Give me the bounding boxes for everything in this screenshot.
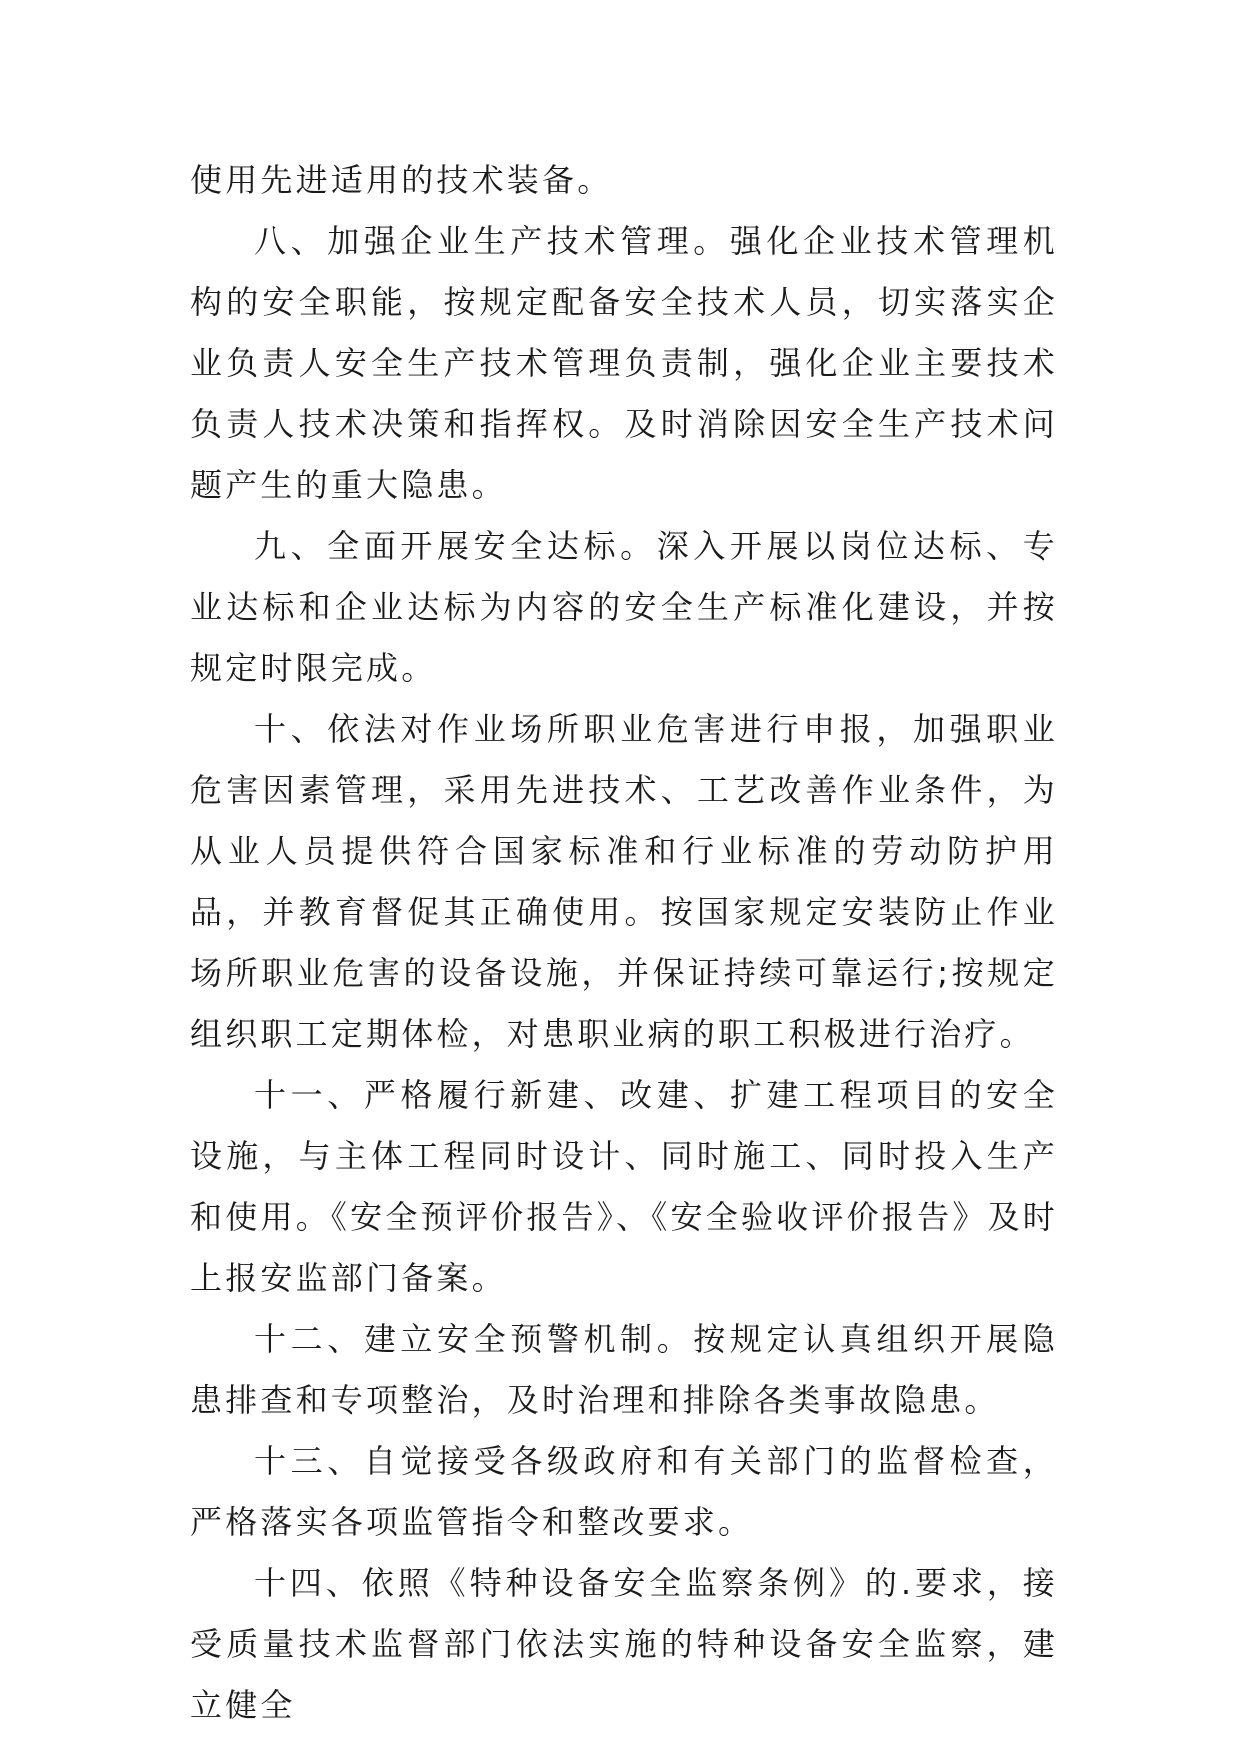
paragraph-item-10: 十、依法对作业场所职业危害进行申报，加强职业危害因素管理，采用先进技术、工艺改善作业条件，为从业人员提供符合国家标准和行业标准的劳动防护用品，并教育督促其正确使用。按国家规定安装防止作业场所职业危害的设备设施，并保证持续可靠运行;按规定组织职工定期体检，对患职业病的职工积极进行治疗。	[190, 710, 1058, 1053]
paragraph-continuation: 使用先进适用的技术装备。	[190, 161, 613, 199]
paragraph-item-14: 十四、依照《特种设备安全监察条例》的.要求，接受质量技术监督部门依法实施的特种设备安全监察，建立健全	[190, 1564, 1058, 1724]
paragraph-item-8: 八、加强企业生产技术管理。强化企业技术管理机构的安全职能，按规定配备安全技术人员，切实落实企业负责人安全生产技术管理负责制，强化企业主要技术负责人技术决策和指挥权。及时消除因安全生产技术问题产生的重大隐患。	[190, 222, 1058, 504]
document-body	[190, 150, 1058, 1736]
paragraph-item-13: 十三、自觉接受各级政府和有关部门的监督检查，严格落实各项监管指令和整改要求。	[190, 1442, 1058, 1541]
paragraph-item-9: 九、全面开展安全达标。深入开展以岗位达标、专业达标和企业达标为内容的安全生产标准化建设，并按规定时限完成。	[190, 527, 1058, 687]
paragraph-item-12: 十二、建立安全预警机制。按规定认真组织开展隐患排查和专项整治，及时治理和排除各类事故隐患。	[190, 1320, 1058, 1419]
paragraph-item-11: 十一、严格履行新建、改建、扩建工程项目的安全设施，与主体工程同时设计、同时施工、同时投入生产和使用。《安全预评价报告》、《安全验收评价报告》及时上报安监部门备案。	[190, 1076, 1058, 1297]
